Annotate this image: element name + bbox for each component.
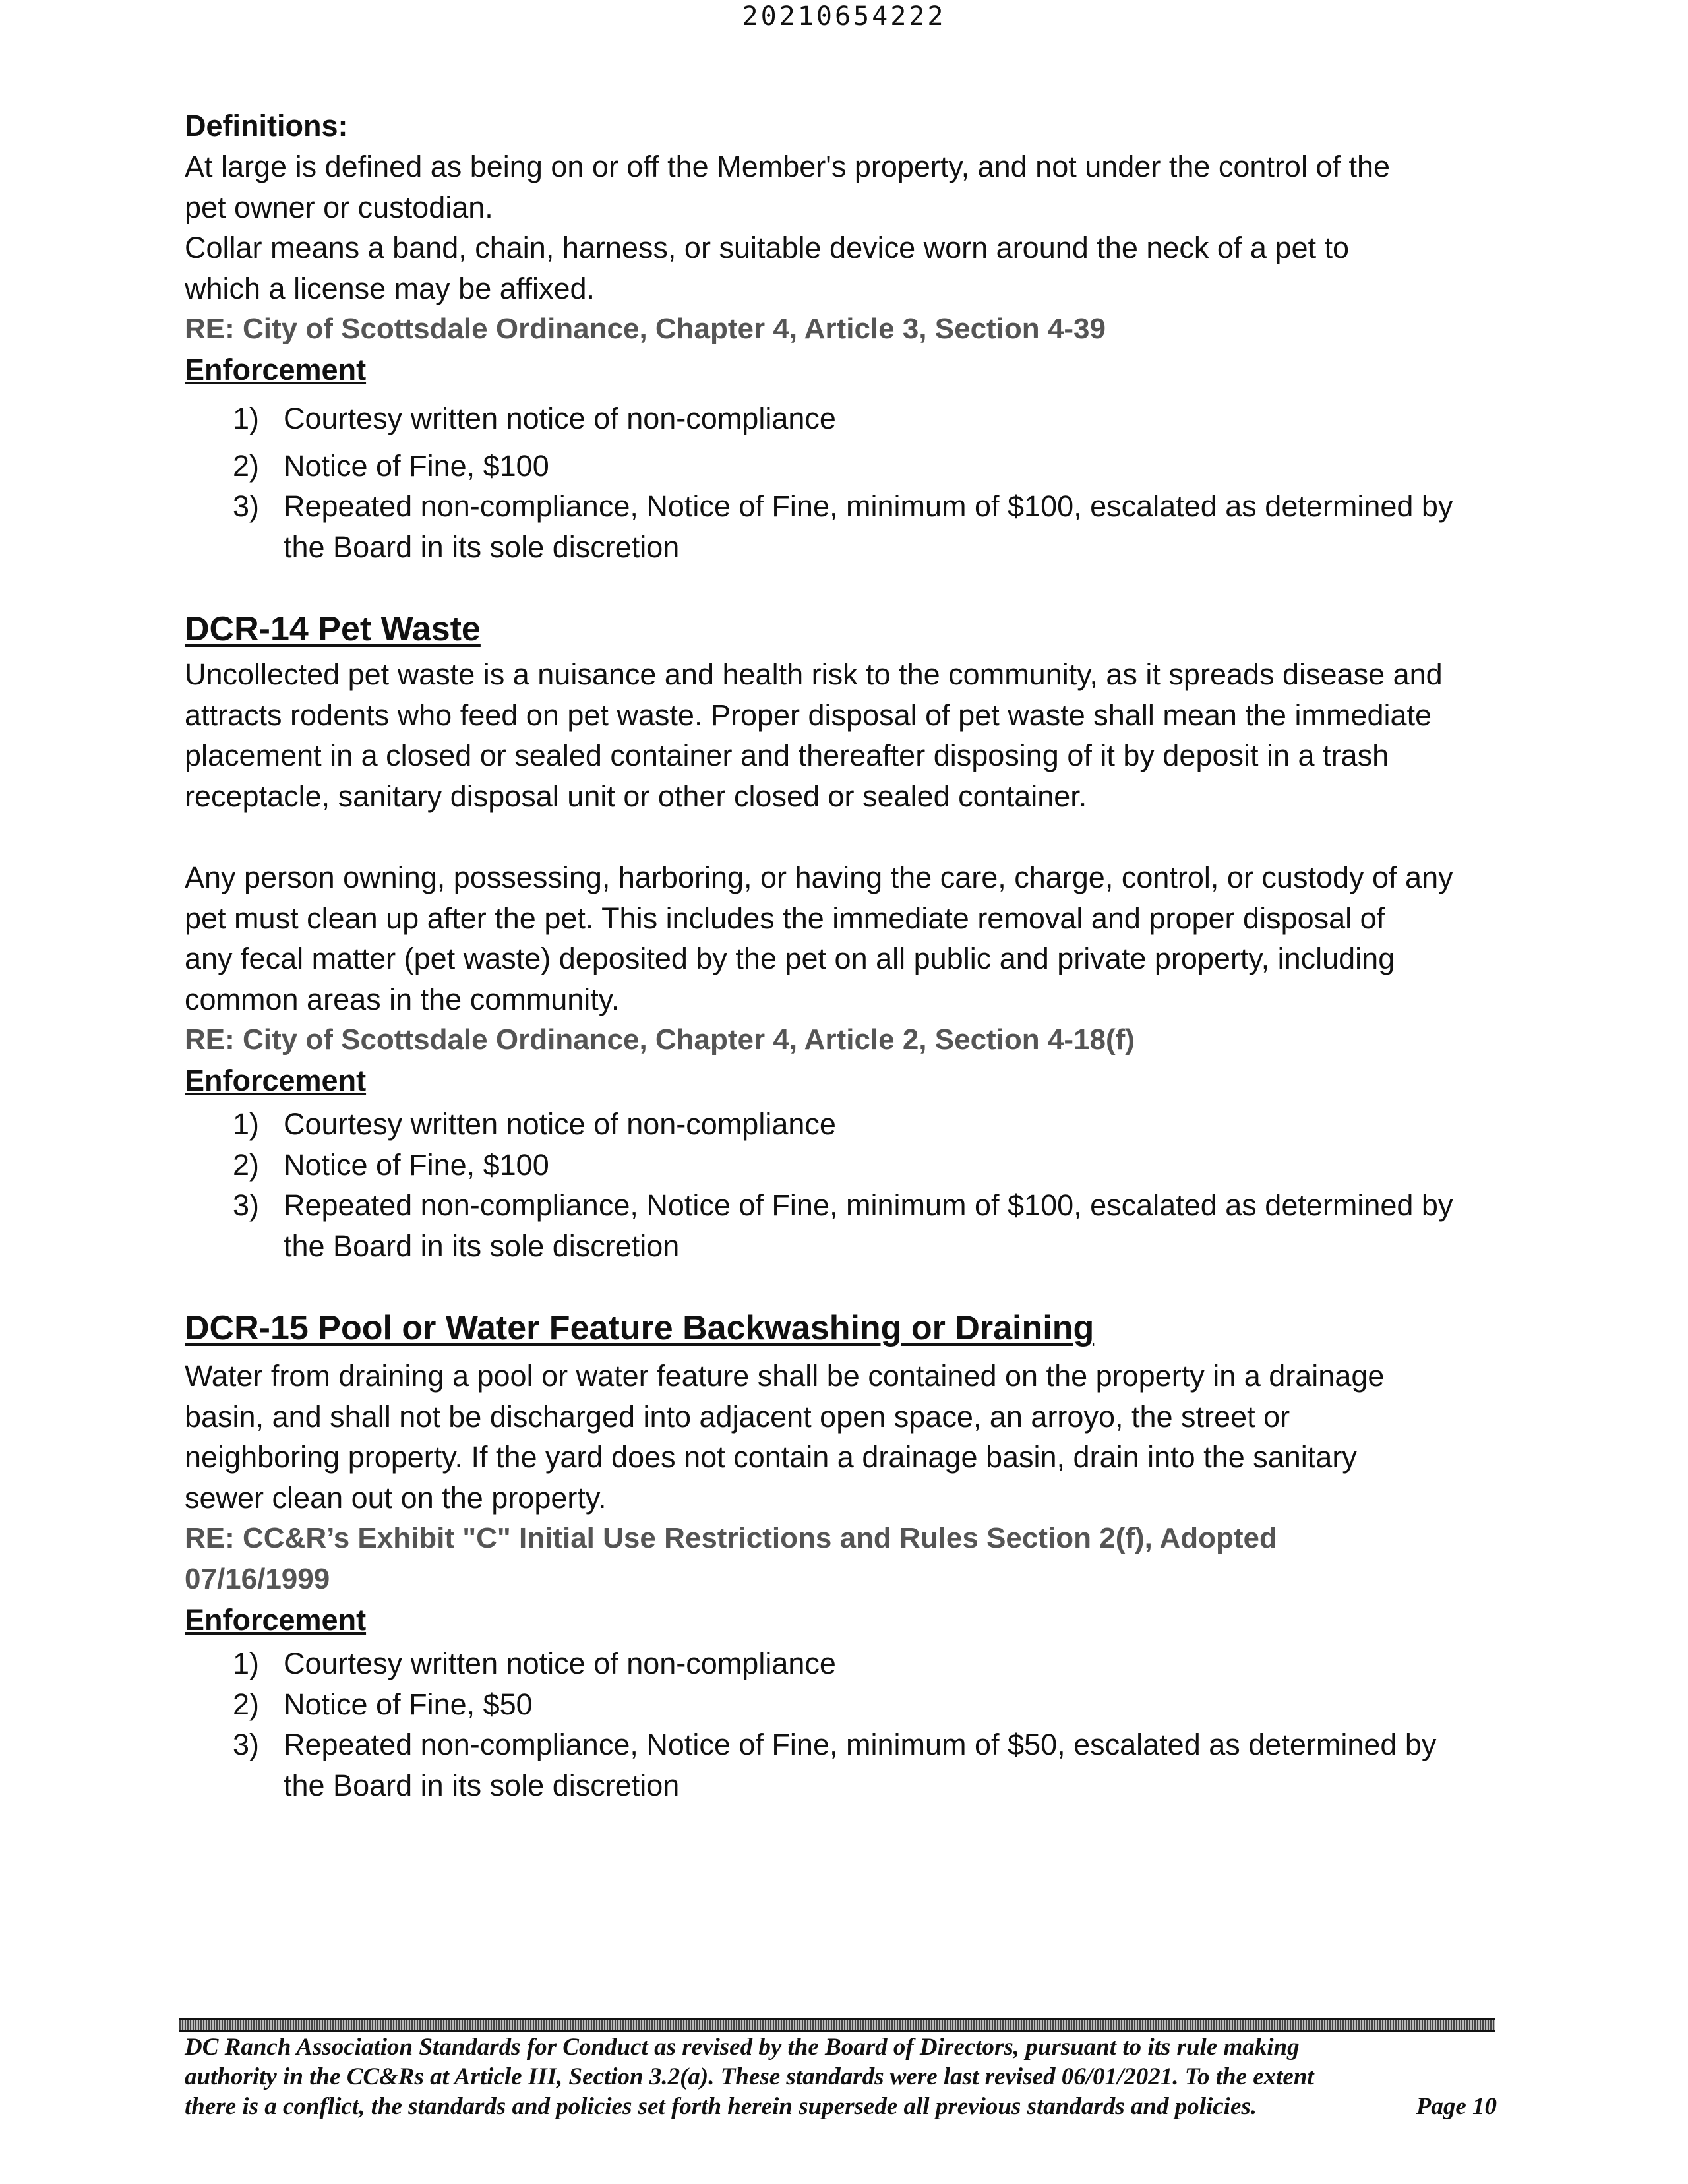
dcr14-paragraph-1-line-4: receptacle, sanitary disposal unit or other closed or sealed container. — [185, 779, 1087, 813]
list-item-number: 1) — [233, 1647, 260, 1680]
dcr14-paragraph-2-line-1: Any person owning, possessing, harboring, or having the care, charge, control, or custody of any — [185, 861, 1453, 894]
dcr15-paragraph-line-3: neighboring property. If the yard does not contain a drainage basin, drain into the sanitary — [185, 1440, 1357, 1474]
list-item-continuation: the Board in its sole discretion — [284, 530, 680, 564]
collar-definition-line-1: Collar means a band, chain, harness, or suitable device worn around the neck of a pet to — [185, 231, 1350, 264]
list-item-number: 1) — [233, 1107, 260, 1141]
dcr15-section — [185, 1304, 1497, 1805]
list-item — [185, 446, 1497, 487]
list-item — [185, 1145, 1497, 1186]
list-item-text: Courtesy written notice of non-compliance — [284, 1107, 836, 1141]
page-number: Page 10 — [1416, 2093, 1497, 2120]
list-item-text: Repeated non-compliance, Notice of Fine, minimum of $100, escalated as determined by — [284, 489, 1453, 523]
list-item-number: 2) — [233, 1687, 260, 1721]
dcr14-reference: RE: City of Scottsdale Ordinance, Chapter 4, Article 2, Section 4-18(f) — [185, 1023, 1135, 1056]
dcr14-paragraph-1-line-1: Uncollected pet waste is a nuisance and health risk to the community, as it spreads disease and — [185, 657, 1443, 691]
dcr14-paragraph-1-line-3: placement in a closed or sealed container and thereafter disposing of it by deposit in a trash — [185, 739, 1389, 772]
list-item — [185, 398, 1497, 439]
list-item — [185, 1185, 1497, 1266]
list-item-number: 3) — [233, 489, 260, 523]
dcr14-enforcement-list — [185, 1104, 1497, 1266]
dcr14-paragraph-1-line-2: attracts rodents who feed on pet waste. Proper disposal of pet waste shall mean the immediate — [185, 698, 1432, 732]
collar-definition-line-2: which a license may be affixed. — [185, 271, 595, 305]
definitions-enforcement-label: Enforcement — [185, 353, 367, 386]
definitions-section — [185, 106, 1497, 567]
dcr14-paragraph-2-line-2: pet must clean up after the pet. This includes the immediate removal and proper disposal of — [185, 901, 1385, 935]
footer-line-3: there is a conflict, the standards and policies set forth herein supersede all previous standards and policies. — [185, 2093, 1257, 2120]
dcr14-enforcement-label: Enforcement — [185, 1064, 367, 1097]
list-item-text: Courtesy written notice of non-compliance — [284, 402, 836, 435]
dcr15-paragraph-line-4: sewer clean out on the property. — [185, 1480, 607, 1515]
list-item-number: 2) — [233, 1147, 260, 1182]
footer-divider — [179, 2018, 1495, 2032]
dcr15-paragraph-line-1: Water from draining a pool or water feature shall be contained on the property in a drainage — [185, 1359, 1385, 1393]
list-item — [185, 1104, 1497, 1145]
page-footer — [185, 2032, 1497, 2121]
list-item — [185, 1724, 1497, 1805]
dcr14-section — [185, 605, 1497, 1266]
list-item-number: 3) — [233, 1188, 260, 1222]
footer-line-3-row — [185, 2092, 1497, 2121]
definitions-reference: RE: City of Scottsdale Ordinance, Chapter 4, Article 3, Section 4-39 — [185, 313, 1106, 345]
footer-line-2: authority in the CC&Rs at Article III, Section 3.2(a). These standards were last revised 06/01/2021. To the extent — [185, 2063, 1314, 2090]
at-large-definition-line-2: pet owner or custodian. — [185, 190, 493, 224]
dcr15-paragraph-line-2: basin, and shall not be discharged into adjacent open space, an arroyo, the street or — [185, 1399, 1290, 1434]
dcr15-reference-line-2: 07/16/1999 — [185, 1563, 330, 1595]
list-item-text: Courtesy written notice of non-compliance — [284, 1647, 836, 1680]
dcr14-paragraph-2-line-3: any fecal matter (pet waste) deposited by the pet on all public and private property, including — [185, 942, 1395, 975]
at-large-definition-line-1: At large is defined as being on or off the Member's property, and not under the control of the — [185, 150, 1391, 183]
dcr14-paragraph-2-line-4: common areas in the community. — [185, 982, 620, 1016]
list-item-text: Repeated non-compliance, Notice of Fine, minimum of $50, escalated as determined by — [284, 1728, 1437, 1761]
dcr14-title: DCR-14 Pet Waste — [185, 610, 481, 648]
list-item-continuation: the Board in its sole discretion — [284, 1768, 680, 1802]
list-item-number: 3) — [233, 1728, 260, 1761]
definitions-enforcement-list — [185, 398, 1497, 567]
list-item — [185, 1684, 1497, 1725]
list-item-text: Notice of Fine, $50 — [284, 1687, 533, 1721]
dcr15-reference-line-1: RE: CC&R’s Exhibit "C" Initial Use Restrictions and Rules Section 2(f), Adopted — [185, 1522, 1277, 1554]
list-item-number: 2) — [233, 448, 260, 483]
page-content — [185, 106, 1497, 1805]
list-item-continuation: the Board in its sole discretion — [284, 1228, 680, 1263]
list-item — [185, 486, 1497, 567]
dcr15-enforcement-list — [185, 1643, 1497, 1805]
list-item-number: 1) — [233, 402, 260, 435]
dcr15-title: DCR-15 Pool or Water Feature Backwashing or Draining — [185, 1309, 1095, 1347]
list-item-text: Notice of Fine, $100 — [284, 1147, 549, 1182]
document-number: 20210654222 — [742, 1, 946, 32]
list-item-text: Repeated non-compliance, Notice of Fine, minimum of $100, escalated as determined by — [284, 1188, 1453, 1222]
list-item-text: Notice of Fine, $100 — [284, 448, 549, 483]
dcr15-enforcement-label: Enforcement — [185, 1603, 367, 1637]
list-item — [185, 1643, 1497, 1684]
definitions-label: Definitions: — [185, 109, 348, 142]
footer-line-1: DC Ranch Association Standards for Conduct as revised by the Board of Directors, pursuant to its rule making — [185, 2034, 1300, 2061]
